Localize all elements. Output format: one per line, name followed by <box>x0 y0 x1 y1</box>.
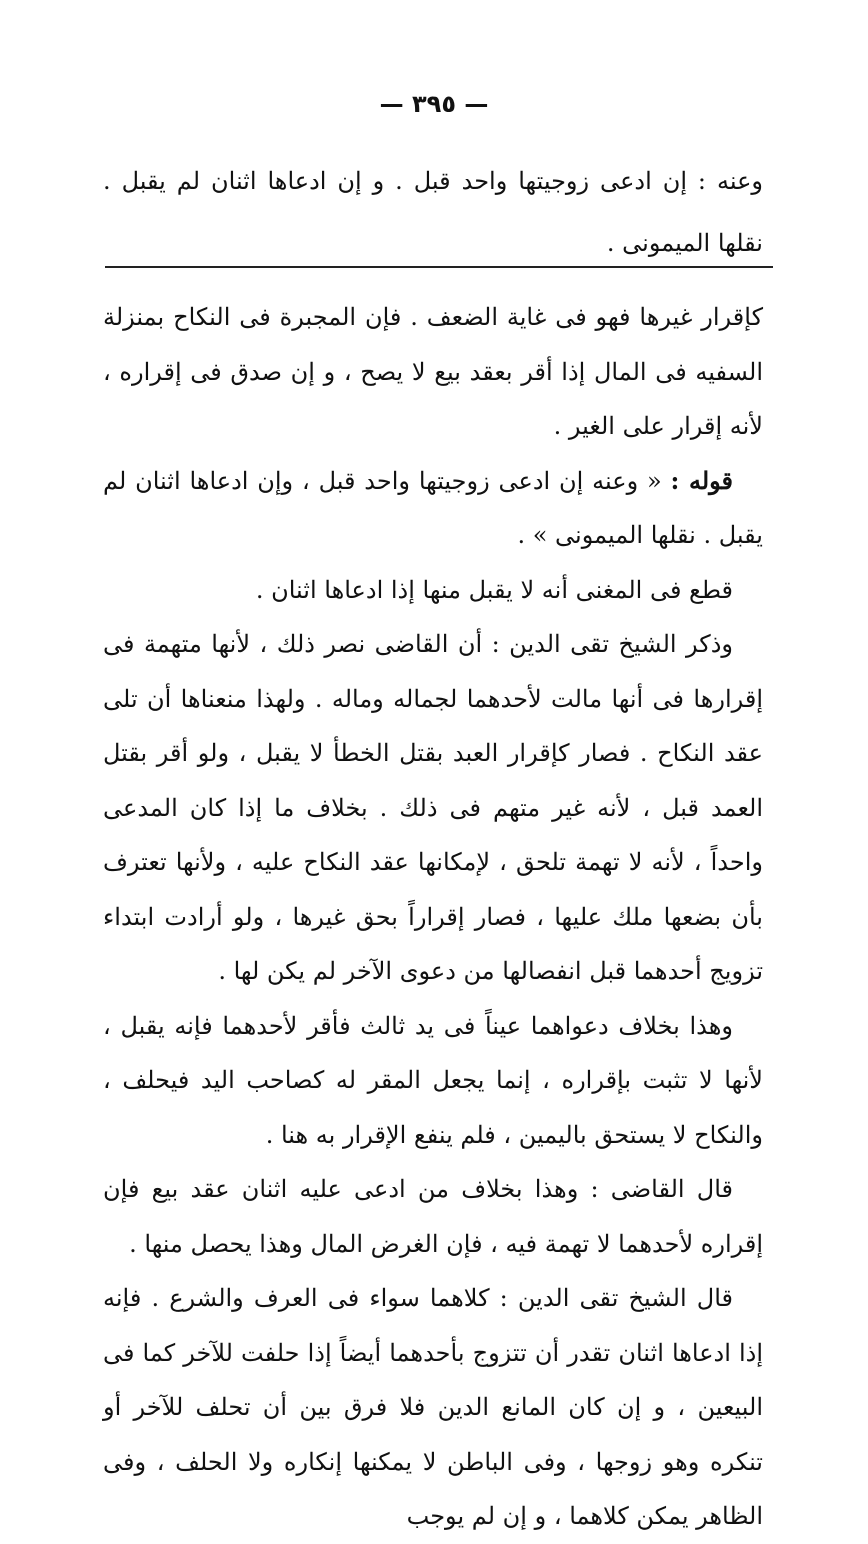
main-text-paragraph: وعنه : إن ادعى زوجيتها واحد قبل . و إن ادعاها اثنان لم يقبل . نقلها الميمونى . <box>103 167 763 257</box>
quote-lead: قوله : <box>670 465 734 495</box>
commentary-paragraph: قال الشيخ تقى الدين : كلاهما سواء فى العرف والشرع . فإنه إذا ادعاها اثنان تقدر أن تتزوج بأحدهما أيضاً إذا حلفت للآخر كما فى البيعين ، و إن كان المانع الدين فلا فرق بين أن تحلف للآخر أو تنكره وهو زوجها ، وفى الباطن لا يمكنها إنكاره ولا الحلف ، وفى الظاهر يمكن كلاهما ، و إن لم يوجب <box>103 1284 763 1530</box>
main-text <box>103 150 763 274</box>
commentary-text <box>103 290 763 1544</box>
commentary-paragraph: وهذا بخلاف دعواهما عيناً فى يد ثالث فأقر لأحدهما فإنه يقبل ، لأنها لا تثبت بإقراره ، إنما يجعل المقر له كصاحب اليد فيحلف ، والنكاح لا يستحق باليمين ، فلم ينفع الإقرار به هنا . <box>103 1011 763 1149</box>
commentary-paragraph: قال القاضى : وهذا بخلاف من ادعى عليه اثنان عقد بيع فإن إقراره لأحدهما لا تهمة فيه ، فإن الغرض المال وهذا يحصل منها . <box>103 1175 763 1258</box>
commentary-paragraph: قوله : « وعنه إن ادعى زوجيتها واحد قبل ، وإن ادعاها اثنان لم يقبل . نقلها الميمونى » . <box>103 465 763 549</box>
commentary-paragraph: قطع فى المغنى أنه لا يقبل منها إذا ادعاها اثنان . <box>255 575 733 604</box>
commentary-paragraph: وذكر الشيخ تقى الدين : أن القاضى نصر ذلك ، لأنها متهمة فى إقرارها فى أنها مالت لأحدهما لجماله وماله . ولهذا منعناها أن تلى عقد النكاح . فصار كإقرار العبد بقتل الخطأ لا يقبل ، ولو أقر بقتل العمد قبل ، لأنه غير متهم فى ذلك . بخلاف ما إذا كان المدعى واحداً ، لأنه لا تهمة تلحق ، لإمكانها عقد النكاح عليه ، ولأنها تعترف بأن بضعها ملك عليها ، فصار إقراراً بحق غيرها ، ولو أرادت ابتداء تزويج أحدهما قبل انفصالها من دعوى الآخر لم يكن لها . <box>103 630 764 985</box>
separator-line <box>105 266 773 268</box>
commentary-paragraph: كإقرار غيرها فهو فى غاية الضعف . فإن المجبرة فى النكاح بمنزلة السفيه فى المال إذا أقر بعقد بيع لا يصح ، و إن صدق فى إقراره ، لأنه إقرار على الغير . <box>103 303 763 440</box>
page-number: — ٣٩٥ — <box>379 90 489 118</box>
